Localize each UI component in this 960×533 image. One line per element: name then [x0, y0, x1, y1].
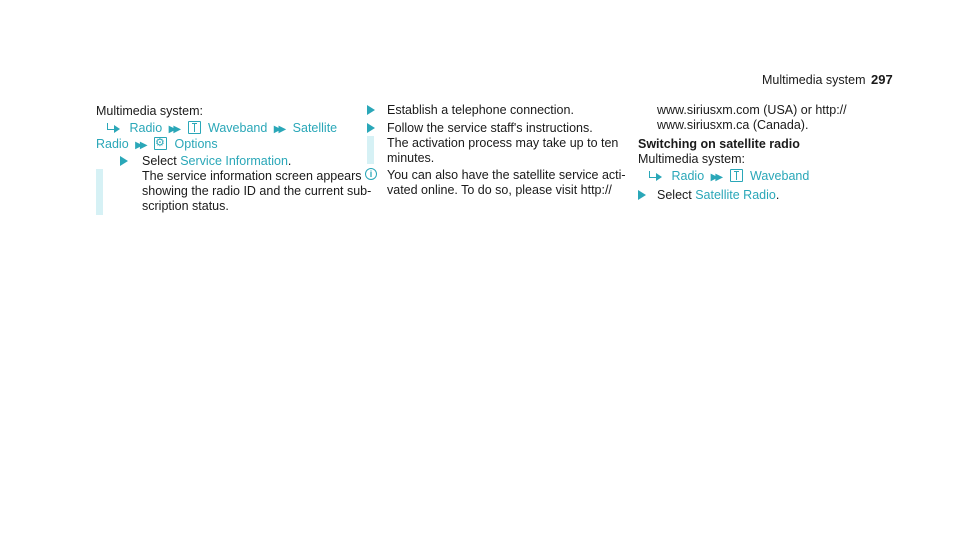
nav-satellite-link[interactable]: Satellite — [292, 121, 338, 135]
col1-step1-line2: The service information screen appears — [142, 169, 362, 183]
step-arrow-icon: ▶▶ — [168, 124, 179, 135]
nav-radio-link[interactable]: Radio — [129, 121, 163, 135]
col2-step3-line1: Follow the service staff's instructions. — [387, 121, 593, 135]
nav-satellite-radio-link[interactable]: Radio — [96, 137, 129, 151]
col2-step3-line2: The activation process may take up to ten — [387, 136, 619, 150]
section-title: Multimedia system — [762, 73, 866, 87]
antenna-icon — [188, 121, 201, 134]
enter-arrow-icon — [648, 171, 664, 181]
step-arrow-icon — [367, 123, 375, 133]
col1-step1 — [142, 154, 291, 169]
nav-waveband-link[interactable]: Waveband — [750, 169, 810, 183]
col3-nav-path — [648, 169, 809, 185]
step-arrow-icon: ▶▶ — [135, 140, 145, 151]
antenna-icon — [730, 169, 743, 182]
step-arrow-icon — [120, 156, 128, 166]
col3-step — [657, 188, 779, 203]
step1-prefix: Select — [142, 154, 181, 168]
step-arrow-icon: ▶▶ — [710, 172, 721, 183]
col2-info-line2: vated online. To do so, please visit http:// — [387, 183, 612, 197]
col2-step3-line3: minutes. — [387, 151, 435, 165]
step-arrow-icon — [367, 105, 375, 115]
col3-intro: Multimedia system: — [638, 152, 745, 166]
step-highlight-bar — [367, 136, 374, 164]
col1-step1-line3: showing the radio ID and the current sub- — [142, 184, 372, 198]
col3-url-line2: www.siriusxm.ca (Canada). — [657, 118, 809, 132]
nav-options-link[interactable]: Options — [174, 137, 218, 151]
col3-heading: Switching on satellite radio — [638, 137, 800, 151]
nav-radio-link[interactable]: Radio — [671, 169, 705, 183]
step-highlight-bar — [96, 169, 103, 215]
col3-url-line1: www.siriusxm.com (USA) or http:// — [657, 103, 847, 117]
col1-nav-path — [106, 121, 337, 137]
satellite-radio-link[interactable]: Satellite Radio — [695, 188, 776, 202]
col1-nav-path-2 — [96, 137, 218, 153]
step-prefix: Select — [657, 188, 696, 202]
step-arrow-icon: ▶▶ — [273, 124, 284, 135]
step1-suffix: . — [287, 154, 292, 168]
enter-arrow-icon — [106, 123, 122, 133]
col2-step2: Establish a telephone connection. — [387, 103, 574, 117]
gear-icon — [154, 137, 167, 150]
col1-intro: Multimedia system: — [96, 104, 203, 118]
page-number: 297 — [871, 72, 893, 87]
col1-step1-line4: scription status. — [142, 199, 229, 213]
step-arrow-icon — [638, 190, 646, 200]
nav-waveband-link[interactable]: Waveband — [208, 121, 268, 135]
info-icon: i — [365, 168, 377, 180]
step-suffix: . — [775, 188, 780, 202]
col2-info-line1: You can also have the satellite service acti- — [387, 168, 626, 182]
service-information-link[interactable]: Service Information — [180, 154, 288, 168]
